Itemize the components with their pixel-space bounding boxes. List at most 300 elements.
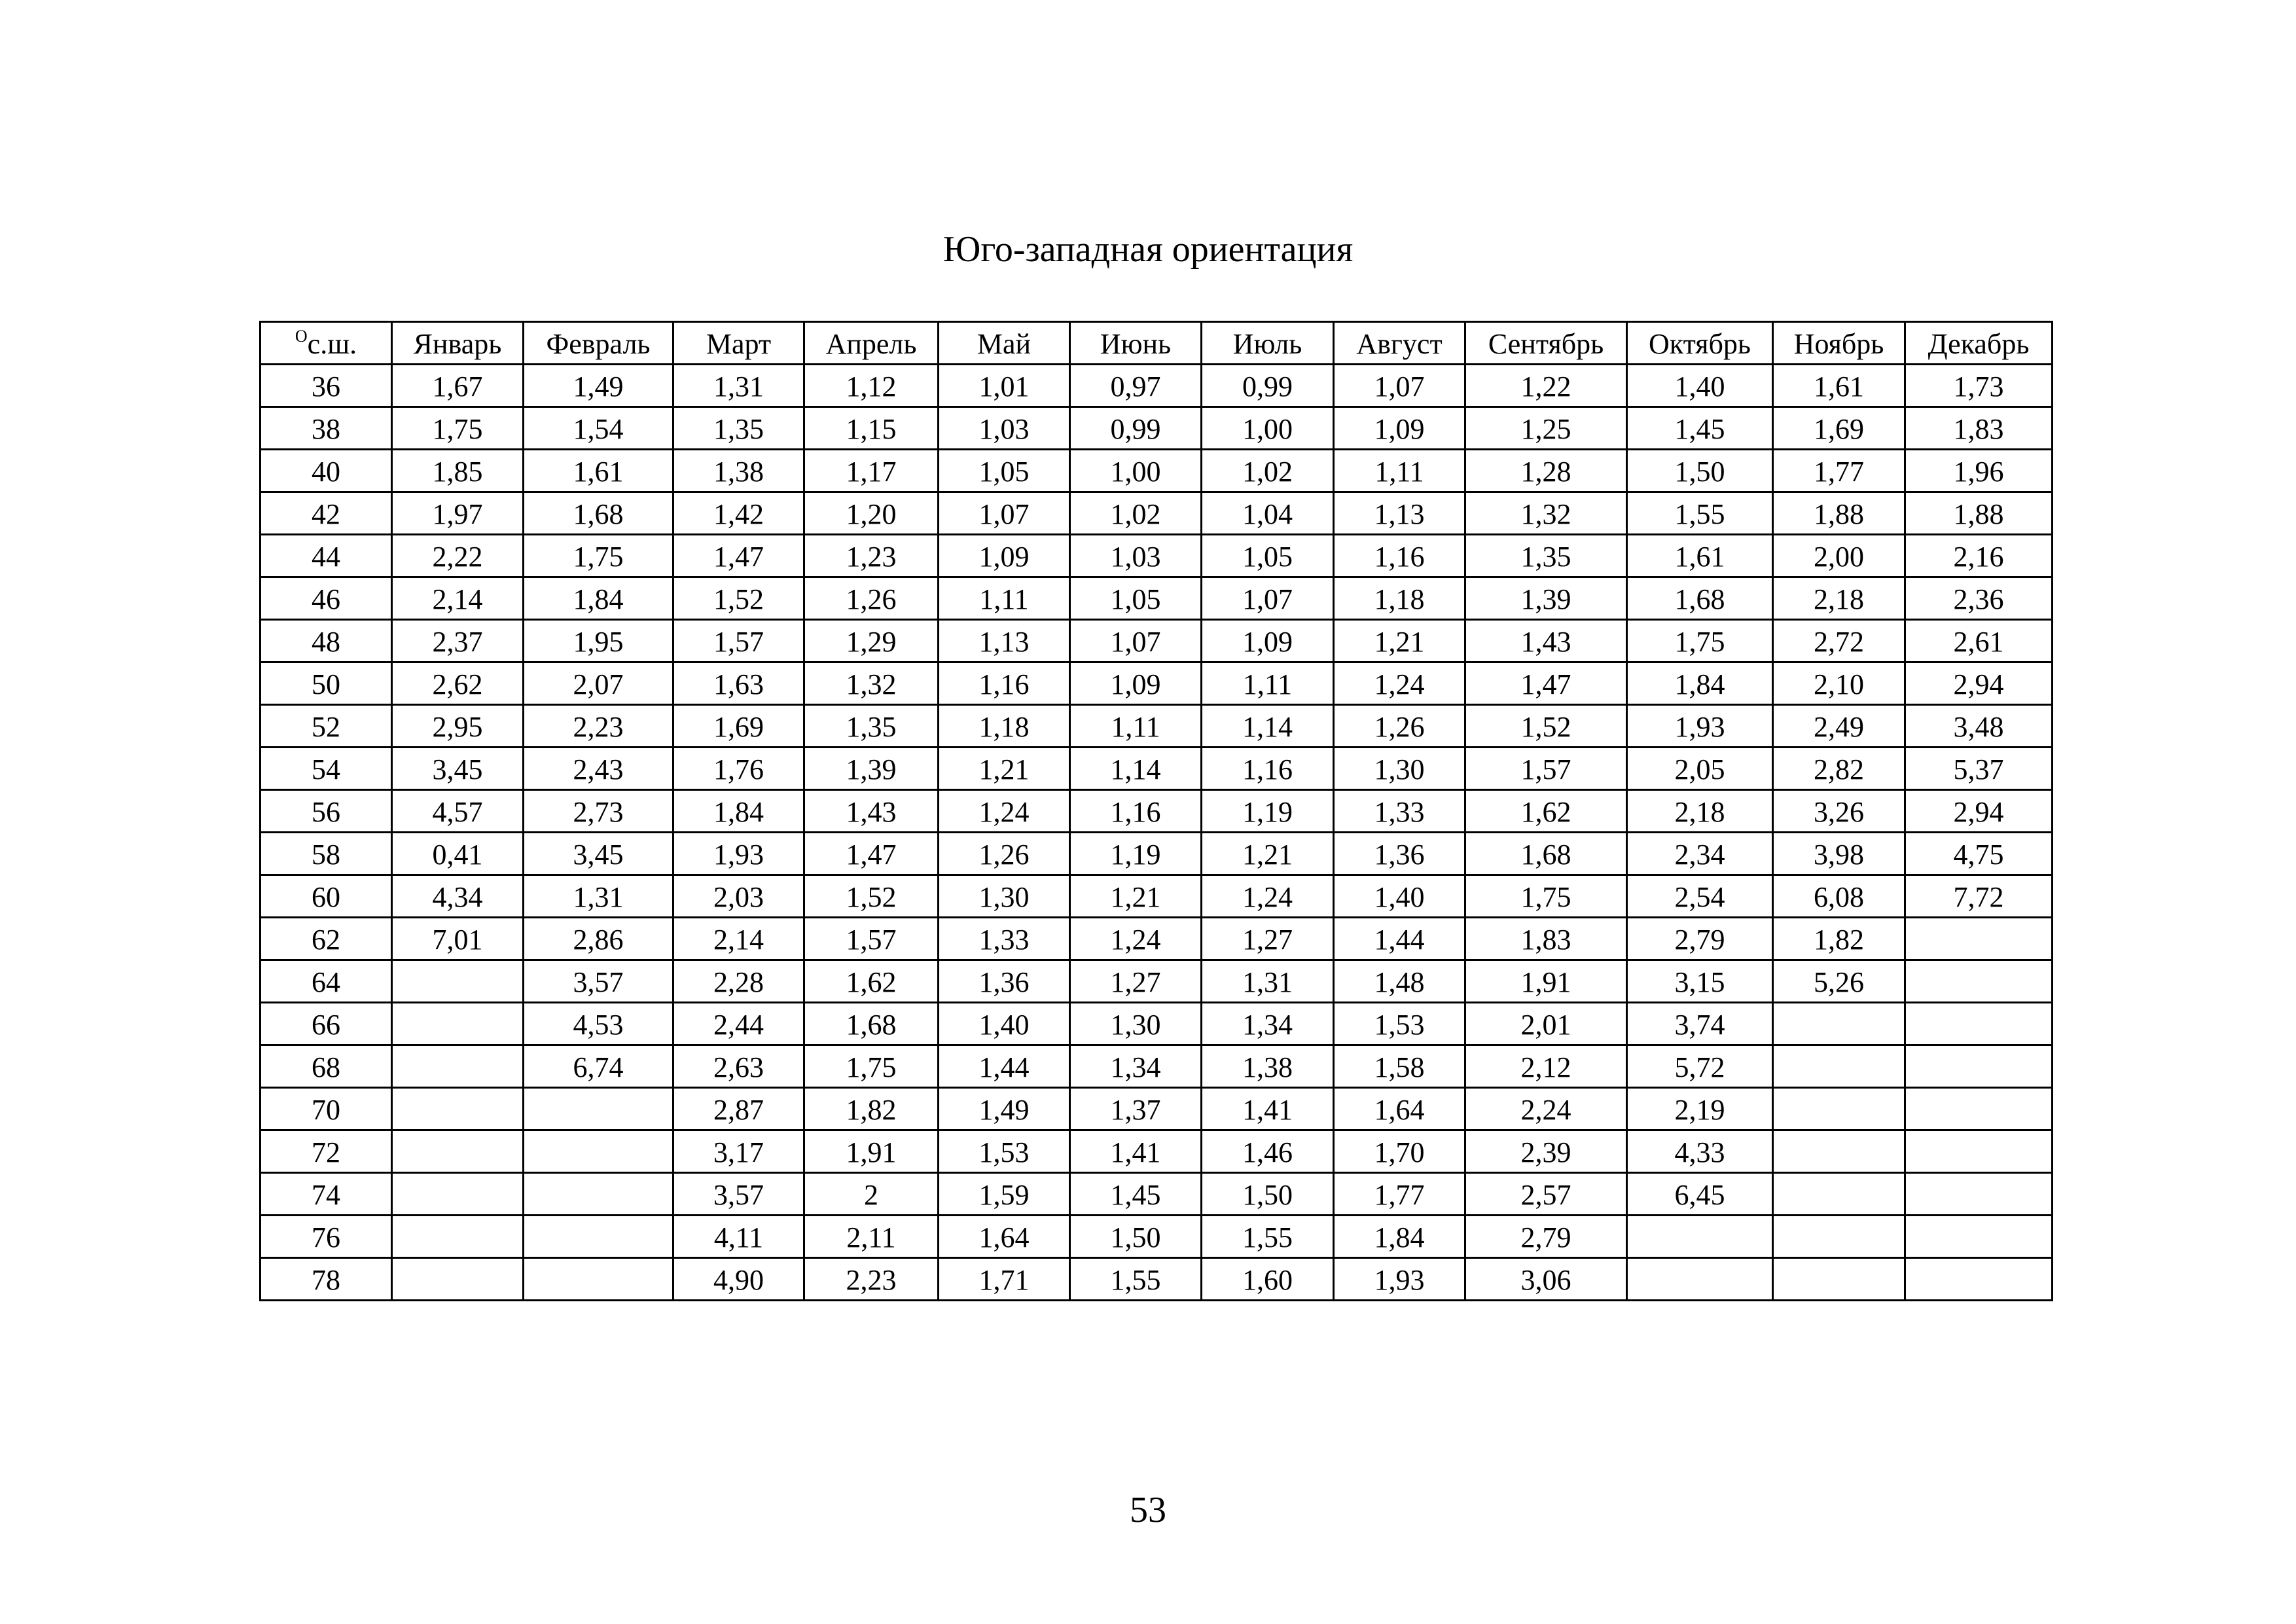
latitude-cell: 66 xyxy=(260,1003,392,1045)
value-cell: 2,44 xyxy=(673,1003,804,1045)
value-cell: 1,21 xyxy=(1334,620,1465,662)
value-cell xyxy=(392,1130,524,1173)
value-cell: 1,91 xyxy=(804,1130,939,1173)
value-cell xyxy=(1773,1003,1905,1045)
value-cell: 5,26 xyxy=(1773,960,1905,1003)
latitude-cell: 68 xyxy=(260,1045,392,1088)
value-cell: 2,01 xyxy=(1465,1003,1627,1045)
value-cell: 1,77 xyxy=(1334,1173,1465,1216)
value-cell: 3,06 xyxy=(1465,1258,1627,1301)
value-cell: 2,79 xyxy=(1627,918,1773,960)
value-cell: 5,37 xyxy=(1905,748,2053,790)
value-cell: 6,74 xyxy=(524,1045,673,1088)
value-cell: 1,05 xyxy=(1202,535,1334,577)
value-cell: 1,41 xyxy=(1070,1130,1202,1173)
value-cell: 1,30 xyxy=(939,875,1070,918)
value-cell: 1,53 xyxy=(1334,1003,1465,1045)
value-cell: 1,35 xyxy=(673,407,804,450)
value-cell: 1,40 xyxy=(1334,875,1465,918)
value-cell: 1,14 xyxy=(1070,748,1202,790)
value-cell: 1,71 xyxy=(939,1258,1070,1301)
value-cell xyxy=(1905,1173,2053,1216)
latitude-cell: 56 xyxy=(260,790,392,833)
value-cell: 1,50 xyxy=(1070,1216,1202,1258)
value-cell: 2,19 xyxy=(1627,1088,1773,1130)
value-cell: 1,59 xyxy=(939,1173,1070,1216)
month-header: Март xyxy=(673,322,804,365)
value-cell xyxy=(1627,1258,1773,1301)
value-cell xyxy=(1773,1216,1905,1258)
value-cell: 1,25 xyxy=(1465,407,1627,450)
value-cell: 2,16 xyxy=(1905,535,2053,577)
value-cell: 6,08 xyxy=(1773,875,1905,918)
value-cell: 1,16 xyxy=(939,662,1070,705)
value-cell: 1,22 xyxy=(1465,365,1627,407)
value-cell: 1,20 xyxy=(804,492,939,535)
value-cell: 2 xyxy=(804,1173,939,1216)
value-cell: 1,26 xyxy=(1334,705,1465,748)
value-cell: 1,18 xyxy=(939,705,1070,748)
value-cell: 1,64 xyxy=(939,1216,1070,1258)
value-cell: 1,55 xyxy=(1202,1216,1334,1258)
latitude-cell: 74 xyxy=(260,1173,392,1216)
value-cell: 1,49 xyxy=(939,1088,1070,1130)
value-cell: 1,24 xyxy=(1202,875,1334,918)
value-cell: 4,90 xyxy=(673,1258,804,1301)
value-cell: 1,11 xyxy=(1070,705,1202,748)
value-cell: 1,84 xyxy=(1334,1216,1465,1258)
value-cell: 1,07 xyxy=(1334,365,1465,407)
value-cell: 1,95 xyxy=(524,620,673,662)
table-body xyxy=(260,365,2053,1301)
value-cell: 1,15 xyxy=(804,407,939,450)
value-cell: 0,99 xyxy=(1202,365,1334,407)
month-header: Июль xyxy=(1202,322,1334,365)
value-cell: 1,93 xyxy=(673,833,804,875)
value-cell xyxy=(524,1173,673,1216)
value-cell: 2,24 xyxy=(1465,1088,1627,1130)
value-cell: 2,14 xyxy=(673,918,804,960)
value-cell: 1,11 xyxy=(939,577,1070,620)
value-cell: 2,23 xyxy=(524,705,673,748)
value-cell: 1,23 xyxy=(804,535,939,577)
month-header: Октябрь xyxy=(1627,322,1773,365)
value-cell: 2,94 xyxy=(1905,790,2053,833)
value-cell: 1,16 xyxy=(1070,790,1202,833)
value-cell: 2,39 xyxy=(1465,1130,1627,1173)
value-cell: 1,28 xyxy=(1465,450,1627,492)
value-cell: 1,17 xyxy=(804,450,939,492)
value-cell: 1,07 xyxy=(939,492,1070,535)
value-cell: 1,09 xyxy=(1202,620,1334,662)
value-cell: 1,29 xyxy=(804,620,939,662)
value-cell: 1,09 xyxy=(939,535,1070,577)
value-cell: 2,54 xyxy=(1627,875,1773,918)
month-header: Июнь xyxy=(1070,322,1202,365)
value-cell xyxy=(392,960,524,1003)
value-cell xyxy=(1905,918,2053,960)
value-cell xyxy=(1905,1216,2053,1258)
value-cell: 1,52 xyxy=(804,875,939,918)
value-cell: 1,43 xyxy=(804,790,939,833)
value-cell: 1,88 xyxy=(1773,492,1905,535)
table-row xyxy=(260,1045,2053,1088)
value-cell: 1,38 xyxy=(673,450,804,492)
month-header: Декабрь xyxy=(1905,322,2053,365)
month-header: Январь xyxy=(392,322,524,365)
table-row xyxy=(260,1216,2053,1258)
value-cell: 1,57 xyxy=(1465,748,1627,790)
latitude-label: с.ш. xyxy=(307,328,357,360)
value-cell: 5,72 xyxy=(1627,1045,1773,1088)
value-cell: 1,52 xyxy=(1465,705,1627,748)
value-cell: 3,15 xyxy=(1627,960,1773,1003)
value-cell: 1,53 xyxy=(939,1130,1070,1173)
value-cell: 3,74 xyxy=(1627,1003,1773,1045)
latitude-cell: 44 xyxy=(260,535,392,577)
value-cell: 1,01 xyxy=(939,365,1070,407)
degree-mark: О xyxy=(295,327,308,346)
value-cell: 2,57 xyxy=(1465,1173,1627,1216)
value-cell: 1,82 xyxy=(804,1088,939,1130)
value-cell: 1,63 xyxy=(673,662,804,705)
value-cell: 1,57 xyxy=(673,620,804,662)
value-cell: 1,57 xyxy=(804,918,939,960)
value-cell: 1,91 xyxy=(1465,960,1627,1003)
latitude-cell: 38 xyxy=(260,407,392,450)
value-cell: 4,53 xyxy=(524,1003,673,1045)
table-row xyxy=(260,535,2053,577)
table-row xyxy=(260,1088,2053,1130)
value-cell: 6,45 xyxy=(1627,1173,1773,1216)
value-cell: 1,16 xyxy=(1334,535,1465,577)
value-cell: 2,61 xyxy=(1905,620,2053,662)
value-cell: 1,18 xyxy=(1334,577,1465,620)
value-cell: 1,05 xyxy=(1070,577,1202,620)
value-cell: 2,63 xyxy=(673,1045,804,1088)
value-cell: 1,36 xyxy=(1334,833,1465,875)
value-cell: 1,77 xyxy=(1773,450,1905,492)
value-cell: 7,72 xyxy=(1905,875,2053,918)
value-cell: 1,09 xyxy=(1070,662,1202,705)
value-cell: 1,19 xyxy=(1070,833,1202,875)
value-cell: 1,47 xyxy=(673,535,804,577)
value-cell: 1,03 xyxy=(1070,535,1202,577)
value-cell: 1,69 xyxy=(673,705,804,748)
value-cell: 4,34 xyxy=(392,875,524,918)
value-cell: 2,87 xyxy=(673,1088,804,1130)
value-cell: 2,86 xyxy=(524,918,673,960)
table-row xyxy=(260,1130,2053,1173)
value-cell: 1,02 xyxy=(1070,492,1202,535)
value-cell: 1,84 xyxy=(673,790,804,833)
value-cell: 1,33 xyxy=(1334,790,1465,833)
value-cell: 1,21 xyxy=(939,748,1070,790)
table-row xyxy=(260,705,2053,748)
value-cell: 1,26 xyxy=(804,577,939,620)
value-cell xyxy=(524,1216,673,1258)
value-cell: 2,82 xyxy=(1773,748,1905,790)
latitude-cell: 78 xyxy=(260,1258,392,1301)
value-cell: 1,13 xyxy=(1334,492,1465,535)
value-cell: 2,72 xyxy=(1773,620,1905,662)
value-cell: 1,84 xyxy=(524,577,673,620)
value-cell: 1,88 xyxy=(1905,492,2053,535)
month-header: Май xyxy=(939,322,1070,365)
value-cell: 1,16 xyxy=(1202,748,1334,790)
month-header: Ноябрь xyxy=(1773,322,1905,365)
table-row xyxy=(260,875,2053,918)
value-cell: 1,45 xyxy=(1070,1173,1202,1216)
value-cell xyxy=(1905,1003,2053,1045)
latitude-cell: 52 xyxy=(260,705,392,748)
page-title: Юго-западная ориентация xyxy=(942,229,1354,270)
value-cell: 0,99 xyxy=(1070,407,1202,450)
value-cell xyxy=(524,1088,673,1130)
value-cell: 2,18 xyxy=(1773,577,1905,620)
value-cell: 1,24 xyxy=(939,790,1070,833)
value-cell: 1,04 xyxy=(1202,492,1334,535)
value-cell: 7,01 xyxy=(392,918,524,960)
value-cell xyxy=(392,1088,524,1130)
value-cell xyxy=(1773,1258,1905,1301)
value-cell: 1,55 xyxy=(1070,1258,1202,1301)
value-cell: 1,39 xyxy=(1465,577,1627,620)
value-cell: 1,31 xyxy=(673,365,804,407)
value-cell: 1,41 xyxy=(1202,1088,1334,1130)
value-cell xyxy=(1905,1258,2053,1301)
latitude-cell: 64 xyxy=(260,960,392,1003)
table-row xyxy=(260,365,2053,407)
value-cell: 1,50 xyxy=(1202,1173,1334,1216)
table-row xyxy=(260,960,2053,1003)
value-cell xyxy=(392,1258,524,1301)
value-cell: 2,94 xyxy=(1905,662,2053,705)
value-cell: 1,85 xyxy=(392,450,524,492)
value-cell: 1,14 xyxy=(1202,705,1334,748)
value-cell xyxy=(1773,1130,1905,1173)
value-cell: 1,83 xyxy=(1465,918,1627,960)
value-cell: 1,93 xyxy=(1334,1258,1465,1301)
value-cell: 1,19 xyxy=(1202,790,1334,833)
value-cell: 1,39 xyxy=(804,748,939,790)
table-row xyxy=(260,662,2053,705)
value-cell: 2,03 xyxy=(673,875,804,918)
value-cell: 2,18 xyxy=(1627,790,1773,833)
month-header: Апрель xyxy=(804,322,939,365)
value-cell: 1,67 xyxy=(392,365,524,407)
header-row xyxy=(260,322,2053,365)
value-cell: 1,07 xyxy=(1070,620,1202,662)
value-cell xyxy=(1627,1216,1773,1258)
value-cell: 2,10 xyxy=(1773,662,1905,705)
value-cell: 3,26 xyxy=(1773,790,1905,833)
value-cell: 1,40 xyxy=(1627,365,1773,407)
value-cell: 1,34 xyxy=(1070,1045,1202,1088)
table-row xyxy=(260,407,2053,450)
value-cell: 1,42 xyxy=(673,492,804,535)
value-cell: 2,95 xyxy=(392,705,524,748)
value-cell: 2,00 xyxy=(1773,535,1905,577)
value-cell: 1,33 xyxy=(939,918,1070,960)
value-cell xyxy=(1905,1130,2053,1173)
value-cell: 1,07 xyxy=(1202,577,1334,620)
latitude-cell: 60 xyxy=(260,875,392,918)
table-row xyxy=(260,450,2053,492)
value-cell: 1,75 xyxy=(392,407,524,450)
value-cell: 1,93 xyxy=(1627,705,1773,748)
value-cell: 1,27 xyxy=(1070,960,1202,1003)
value-cell: 1,49 xyxy=(524,365,673,407)
value-cell: 2,23 xyxy=(804,1258,939,1301)
value-cell: 1,58 xyxy=(1334,1045,1465,1088)
value-cell: 1,00 xyxy=(1202,407,1334,450)
value-cell: 1,03 xyxy=(939,407,1070,450)
value-cell: 2,05 xyxy=(1627,748,1773,790)
value-cell: 3,98 xyxy=(1773,833,1905,875)
value-cell: 1,96 xyxy=(1905,450,2053,492)
value-cell: 1,75 xyxy=(524,535,673,577)
value-cell: 1,97 xyxy=(392,492,524,535)
value-cell: 1,47 xyxy=(1465,662,1627,705)
value-cell: 1,52 xyxy=(673,577,804,620)
value-cell xyxy=(1773,1088,1905,1130)
value-cell xyxy=(524,1130,673,1173)
value-cell: 2,62 xyxy=(392,662,524,705)
value-cell: 1,11 xyxy=(1334,450,1465,492)
value-cell: 1,73 xyxy=(1905,365,2053,407)
value-cell: 1,21 xyxy=(1070,875,1202,918)
value-cell: 1,21 xyxy=(1202,833,1334,875)
latitude-cell: 54 xyxy=(260,748,392,790)
value-cell: 1,62 xyxy=(1465,790,1627,833)
value-cell xyxy=(524,1258,673,1301)
value-cell: 1,00 xyxy=(1070,450,1202,492)
table-row xyxy=(260,1258,2053,1301)
value-cell: 1,69 xyxy=(1773,407,1905,450)
value-cell: 3,17 xyxy=(673,1130,804,1173)
value-cell: 1,37 xyxy=(1070,1088,1202,1130)
value-cell: 1,44 xyxy=(939,1045,1070,1088)
latitude-cell: 48 xyxy=(260,620,392,662)
value-cell: 1,30 xyxy=(1334,748,1465,790)
latitude-cell: 42 xyxy=(260,492,392,535)
value-cell: 2,22 xyxy=(392,535,524,577)
value-cell xyxy=(1905,1045,2053,1088)
value-cell: 1,12 xyxy=(804,365,939,407)
month-header: Февраль xyxy=(524,322,673,365)
value-cell: 3,57 xyxy=(673,1173,804,1216)
value-cell: 1,61 xyxy=(524,450,673,492)
value-cell: 1,70 xyxy=(1334,1130,1465,1173)
table-row xyxy=(260,492,2053,535)
value-cell: 1,83 xyxy=(1905,407,2053,450)
value-cell xyxy=(392,1216,524,1258)
value-cell: 1,75 xyxy=(1465,875,1627,918)
value-cell: 1,76 xyxy=(673,748,804,790)
value-cell: 1,68 xyxy=(524,492,673,535)
value-cell: 1,27 xyxy=(1202,918,1334,960)
value-cell: 1,38 xyxy=(1202,1045,1334,1088)
value-cell: 3,57 xyxy=(524,960,673,1003)
value-cell: 1,35 xyxy=(1465,535,1627,577)
value-cell: 1,48 xyxy=(1334,960,1465,1003)
value-cell: 1,47 xyxy=(804,833,939,875)
value-cell: 1,68 xyxy=(1627,577,1773,620)
latitude-cell: 76 xyxy=(260,1216,392,1258)
value-cell xyxy=(392,1045,524,1088)
value-cell: 4,75 xyxy=(1905,833,2053,875)
value-cell: 2,36 xyxy=(1905,577,2053,620)
latitude-cell: 72 xyxy=(260,1130,392,1173)
table-row xyxy=(260,1173,2053,1216)
table-row xyxy=(260,1003,2053,1045)
value-cell: 1,36 xyxy=(939,960,1070,1003)
table-row xyxy=(260,918,2053,960)
value-cell: 1,13 xyxy=(939,620,1070,662)
latitude-cell: 50 xyxy=(260,662,392,705)
value-cell: 1,31 xyxy=(1202,960,1334,1003)
value-cell: 2,07 xyxy=(524,662,673,705)
value-cell: 1,35 xyxy=(804,705,939,748)
value-cell: 1,68 xyxy=(804,1003,939,1045)
value-cell: 1,45 xyxy=(1627,407,1773,450)
value-cell xyxy=(1905,960,2053,1003)
table-row xyxy=(260,620,2053,662)
value-cell xyxy=(392,1003,524,1045)
latitude-cell: 62 xyxy=(260,918,392,960)
value-cell xyxy=(1773,1173,1905,1216)
table-row xyxy=(260,833,2053,875)
value-cell: 1,61 xyxy=(1773,365,1905,407)
value-cell: 4,57 xyxy=(392,790,524,833)
value-cell: 1,64 xyxy=(1334,1088,1465,1130)
value-cell: 1,32 xyxy=(804,662,939,705)
value-cell: 1,68 xyxy=(1465,833,1627,875)
value-cell: 2,49 xyxy=(1773,705,1905,748)
table-row xyxy=(260,790,2053,833)
value-cell: 4,11 xyxy=(673,1216,804,1258)
value-cell xyxy=(1905,1088,2053,1130)
value-cell: 2,34 xyxy=(1627,833,1773,875)
value-cell: 1,30 xyxy=(1070,1003,1202,1045)
value-cell: 1,62 xyxy=(804,960,939,1003)
value-cell: 1,32 xyxy=(1465,492,1627,535)
value-cell: 1,44 xyxy=(1334,918,1465,960)
month-header: Сентябрь xyxy=(1465,322,1627,365)
value-cell: 1,50 xyxy=(1627,450,1773,492)
value-cell: 2,79 xyxy=(1465,1216,1627,1258)
value-cell: 1,46 xyxy=(1202,1130,1334,1173)
value-cell: 1,84 xyxy=(1627,662,1773,705)
value-cell: 2,28 xyxy=(673,960,804,1003)
value-cell: 2,37 xyxy=(392,620,524,662)
value-cell xyxy=(1773,1045,1905,1088)
value-cell: 2,43 xyxy=(524,748,673,790)
latitude-cell: 70 xyxy=(260,1088,392,1130)
value-cell: 1,61 xyxy=(1627,535,1773,577)
value-cell: 2,14 xyxy=(392,577,524,620)
value-cell: 1,34 xyxy=(1202,1003,1334,1045)
value-cell: 4,33 xyxy=(1627,1130,1773,1173)
table-row xyxy=(260,748,2053,790)
value-cell: 1,24 xyxy=(1334,662,1465,705)
value-cell: 1,09 xyxy=(1334,407,1465,450)
latitude-cell: 46 xyxy=(260,577,392,620)
value-cell: 1,02 xyxy=(1202,450,1334,492)
value-cell: 2,73 xyxy=(524,790,673,833)
value-cell: 0,97 xyxy=(1070,365,1202,407)
